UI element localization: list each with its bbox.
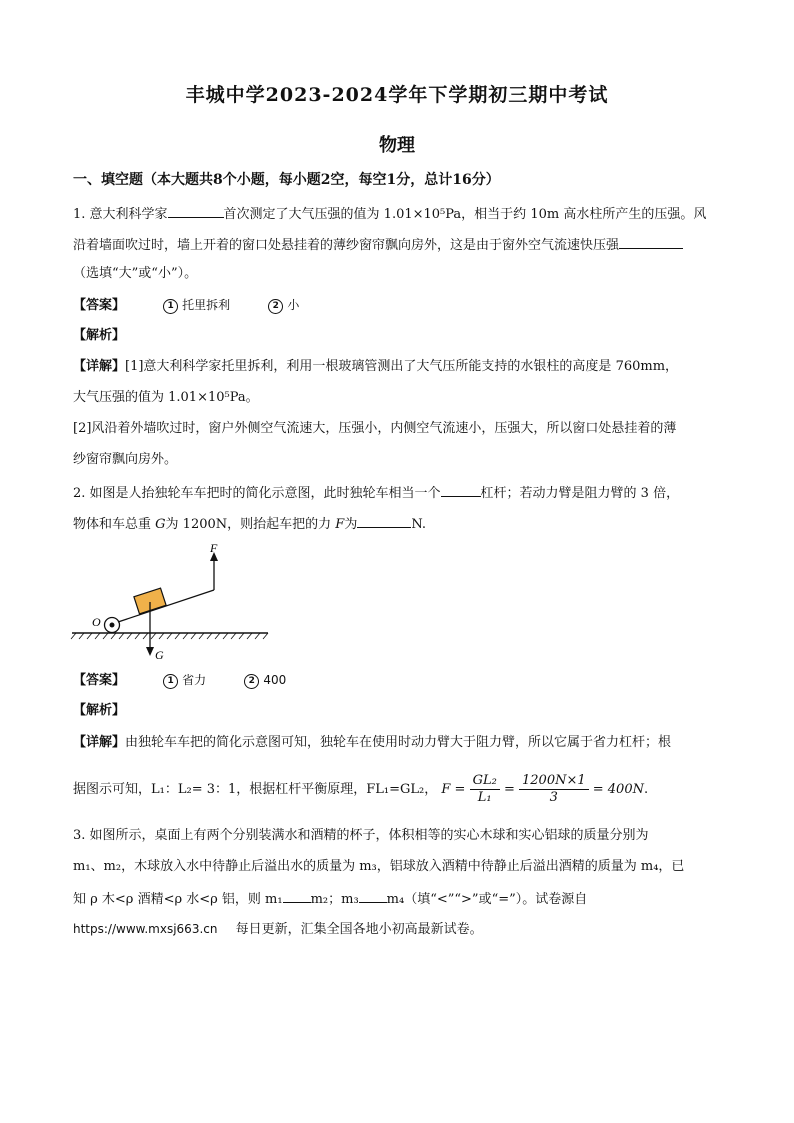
q1-blank-1 — [168, 203, 224, 218]
q3-line-3 — [73, 888, 723, 910]
detail-text: [1]意大利科学家托里拆利，利用一根玻璃管测出了大气压所能支持的水银柱的高度是 760mm， — [125, 359, 679, 374]
circled-number: 2 — [244, 674, 259, 689]
q2-detail-1 — [73, 733, 723, 753]
q2-text: 杠杆；若动力臂是阻力臂的 3 倍， — [480, 486, 680, 501]
section-heading: 一、填空题（本大题共8个小题，每小题2空，每空1分，总计16分） — [73, 172, 500, 188]
formula-fraction-2 — [519, 773, 589, 806]
q3-line-1: 3. 如图所示，桌面上有两个分别装满水和酒精的杯子，体积相等的实心木球和实心铝球的质量分别为 — [73, 828, 649, 843]
q2-line-2 — [73, 513, 723, 535]
q1-answer-1 — [163, 298, 230, 313]
q2-text: 为 — [344, 517, 358, 532]
q3-line-4 — [73, 919, 723, 940]
q1-text: 沿着墙面吹过时，墙上开着的窗口处悬挂着的薄纱窗帘飘向房外，这是由于窗外空气流速快压强 — [73, 238, 620, 253]
answer-tag: 【答案】 — [73, 673, 126, 688]
label-f: F — [210, 541, 218, 555]
symbol-f: F — [335, 517, 345, 532]
q1-line-3: （选填“大”或“小”）。 — [73, 266, 198, 281]
source-url-link[interactable]: https://www.mxsj663.cn — [73, 922, 218, 936]
fraction-denominator: L₁ — [477, 790, 492, 805]
q2-text: N. — [411, 517, 427, 532]
formula-lhs: F = — [441, 782, 466, 797]
circled-number: 1 — [163, 299, 178, 314]
q1-detail-4: 纱窗帘飘向房外。 — [73, 452, 178, 467]
q2-analysis-tag: 【解析】 — [73, 703, 126, 718]
formula: F = $\frac{\text{GL₂}}{\text{L₁}}$ = $\frac{1200N\times 1}{3}$ = 400N. — [441, 773, 649, 805]
answer-text: 托里拆利 — [182, 298, 231, 312]
q1-detail-3: [2]风沿着外墙吹过时，窗户外侧空气流速大，压强小，内侧空气流速小，压强大，所以窗口处悬挂着的薄 — [73, 421, 677, 436]
fraction-numerator: GL₂ — [470, 773, 500, 790]
formula-result: = 400N — [592, 782, 644, 797]
q2-answer — [73, 670, 723, 691]
q2-blank-1 — [441, 482, 481, 497]
lever-bar — [118, 590, 214, 622]
force-f-arrow — [210, 552, 218, 590]
q2-detail-2 — [73, 770, 723, 810]
formula-fraction-1 — [470, 773, 500, 806]
q3-text: m₄（填“<”“>”或“=”）。试卷源自 — [386, 892, 588, 907]
q1-line-1 — [73, 203, 723, 225]
symbol-g: G — [155, 517, 166, 532]
q2-text: 物体和车总重 — [73, 517, 152, 532]
q2-text: 2. 如图是人抬独轮车车把时的简化示意图，此时独轮车相当一个 — [73, 486, 441, 501]
subject-title: 物理 — [379, 135, 415, 156]
q1-detail-2: 大气压强的值为 1.01×10⁵Pa。 — [73, 390, 259, 405]
q3-blank-2 — [359, 888, 387, 903]
answer-text: 小 — [287, 298, 300, 312]
q1-text: 1. 意大利科学家 — [73, 207, 168, 222]
circled-number: 1 — [163, 674, 178, 689]
q1-line-2 — [73, 234, 723, 256]
source-note: 每日更新，汇集全国各地小初高最新试卷。 — [235, 922, 483, 937]
wheelbarrow-diagram — [70, 540, 280, 665]
q1-text: 首次测定了大气压强的值为 1.01×10⁵Pa，相当于约 10m 高水柱所产生的压强。风 — [223, 207, 707, 222]
q3-line-2: m₁、m₂，木球放入水中待静止后溢出水的质量为 m₃，铝球放入酒精中待静止后溢出酒精的质量为 m₄，已 — [73, 859, 685, 874]
detail-tag: 【详解】 — [73, 359, 126, 374]
q1-answer-2 — [268, 298, 299, 313]
fraction-denominator: 3 — [549, 790, 558, 805]
formula-end: . — [643, 782, 649, 797]
answer-text: 省力 — [182, 673, 207, 687]
q2-answer-2 — [244, 673, 286, 688]
label-g: G — [155, 648, 164, 662]
q3-text: m₂；m₃ — [310, 892, 359, 907]
exam-title: 丰城中学2023-2024学年下学期初三期中考试 — [185, 84, 609, 106]
q2-text: 为 1200N，则抬起车把的力 — [165, 517, 332, 532]
q1-analysis-tag: 【解析】 — [73, 328, 126, 343]
wheel — [105, 618, 120, 633]
q1-answer — [73, 295, 723, 316]
q3-blank-1 — [283, 888, 311, 903]
q1-blank-2 — [619, 234, 683, 249]
q1-detail-1 — [73, 357, 723, 377]
detail-text: 据图示可知，L₁：L₂= 3：1，根据杠杆平衡原理，FL₁=GL₂， — [73, 782, 438, 797]
ground-line — [71, 633, 268, 639]
q2-blank-2 — [357, 513, 411, 528]
q2-answer-1 — [163, 673, 206, 688]
label-o: O — [92, 615, 101, 629]
detail-tag: 【详解】 — [73, 735, 126, 750]
q3-text: 知 ρ 木<ρ 酒精<ρ 水<ρ 铝，则 m₁ — [73, 892, 283, 907]
circled-number: 2 — [268, 299, 283, 314]
detail-text: 由独轮车车把的简化示意图可知，独轮车在使用时动力臂大于阻力臂，所以它属于省力杠杆；根 — [125, 735, 672, 750]
q2-line-1 — [73, 482, 723, 504]
answer-tag: 【答案】 — [73, 298, 126, 313]
fraction-numerator: 1200N×1 — [519, 773, 589, 790]
answer-text: 400 — [263, 673, 287, 687]
